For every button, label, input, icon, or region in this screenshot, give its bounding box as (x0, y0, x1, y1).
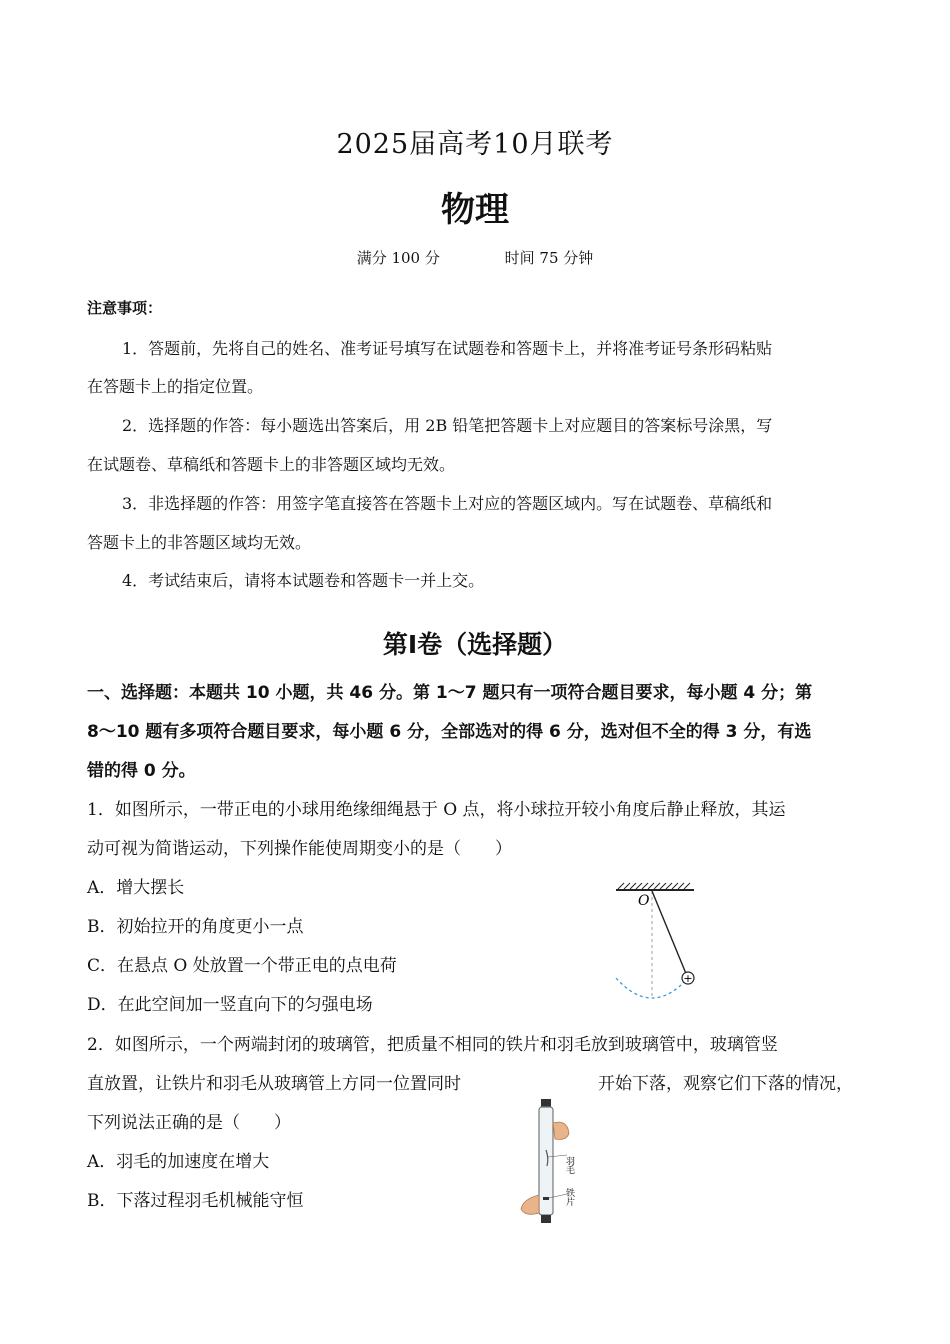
q1-option-a: A．增大摆长 (87, 878, 185, 898)
section-title: 第Ⅰ卷（选择题） (382, 630, 568, 659)
q1-stem: 动可视为简谐运动，下列操作能使周期变小的是（ ） (87, 839, 512, 859)
q1-option-d: D．在此空间加一竖直向下的匀强电场 (87, 995, 373, 1015)
hand-bottom (521, 1195, 539, 1214)
notes-heading: 注意事项： (87, 299, 163, 317)
q1-option-c: C．在悬点 O 处放置一个带正电的点电荷 (87, 956, 397, 976)
q2-option-b: B．下落过程羽毛机械能守恒 (87, 1191, 304, 1211)
q2-stem: 下列说法正确的是（ ） (87, 1113, 291, 1133)
pendulum-figure (608, 880, 708, 1005)
glass-tube-figure (515, 1095, 595, 1230)
iron-piece (543, 1197, 549, 1200)
section-instructions: 一、选择题：本题共 10 小题，共 46 分。第 1～7 题只有一项符合题目要求，每小题 4 分；第 (87, 683, 813, 703)
q1-option-b: B．初始拉开的角度更小一点 (87, 917, 304, 937)
pendulum-string (652, 891, 687, 976)
note-line: 4．考试结束后，请将本试题卷和答题卡一并上交。 (122, 571, 485, 590)
tube-cap-bottom (541, 1215, 551, 1223)
q2-option-a: A．羽毛的加速度在增大 (87, 1152, 270, 1172)
q2-stem: 开始下落，观察它们下落的情况， (598, 1074, 853, 1094)
time-limit: 时间 75 分钟 (504, 249, 594, 267)
note-line: 答题卡上的非答题区域均无效。 (87, 533, 312, 552)
note-line: 1．答题前，先将自己的姓名、准考证号填写在试题卷和答题卡上，并将准考证号条形码粘贴 (122, 339, 773, 358)
q2-stem: 2．如图所示，一个两端封闭的玻璃管，把质量不相同的铁片和羽毛放到玻璃管中，玻璃管竖 (87, 1035, 778, 1055)
hand-top (553, 1122, 569, 1139)
subject-title: 物理 (441, 190, 509, 230)
q2-stem: 直放置，让铁片和羽毛从玻璃管上方同一位置同时 (87, 1074, 461, 1094)
full-score: 满分 100 分 (356, 249, 440, 267)
section-instructions: 8～10 题有多项符合题目要求，每小题 6 分，全部选对的得 6 分，选对但不全的得 3 分，有选 (87, 722, 812, 742)
iron-label: 铁片 (564, 1188, 574, 1206)
exam-meta (0, 247, 950, 268)
feather-label: 羽毛 (564, 1156, 574, 1174)
note-line: 3．非选择题的作答：用签字笔直接答在答题卡上对应的答题区域内。写在试题卷、草稿纸和 (122, 494, 773, 513)
note-line: 在试题卷、草稿纸和答题卡上的非答题区域均无效。 (87, 455, 456, 474)
note-line: 在答题卡上的指定位置。 (87, 377, 264, 396)
charge-sign: + (683, 972, 693, 985)
section-instructions: 错的得 0 分。 (87, 761, 196, 781)
tube-cap-top (541, 1099, 551, 1107)
note-line: 2．选择题的作答：每小题选出答案后，用 2B 铅笔把答题卡上对应题目的答案标号涂黑，写 (122, 416, 773, 435)
exam-title: 2025届高考10月联考 (336, 129, 614, 160)
q1-stem: 1．如图所示，一带正电的小球用绝缘细绳悬于 O 点，将小球拉开较小角度后静止释放，其运 (87, 800, 786, 820)
pivot-label: O (638, 893, 650, 909)
